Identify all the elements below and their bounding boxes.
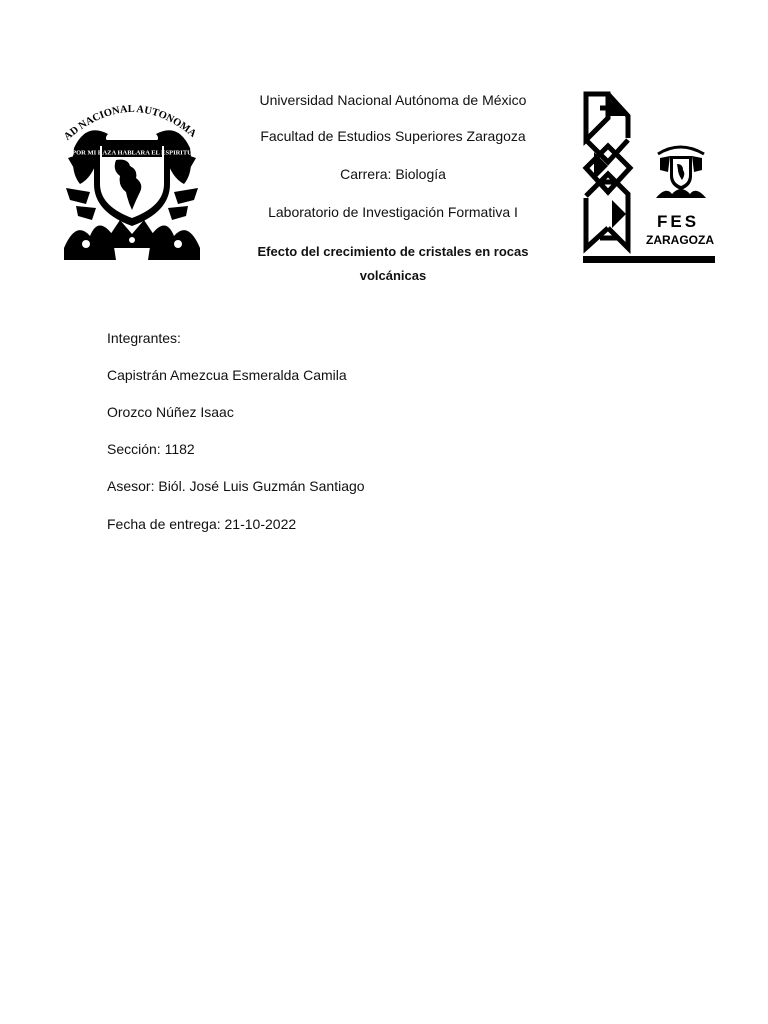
svg-text:ZARAGOZA: ZARAGOZA [646,233,714,247]
faculty-name: Facultad de Estudios Superiores Zaragoza [260,128,526,144]
document-title: Efecto del crecimiento de cristales en rocas volcánicas [257,244,529,283]
member-1: Capistrán Amezcua Esmeralda Camila [107,367,347,383]
fes-zaragoza-logo-icon [580,88,718,268]
svg-text:FES: FES [656,212,700,231]
member-2: Orozco Núñez Isaac [107,404,234,420]
advisor-line: Asesor: Biól. José Luis Guzmán Santiago [107,478,365,494]
university-name: Universidad Nacional Autónoma de México [259,92,527,108]
svg-text:POR MI RAZA HABLARA EL ESPIRIT: POR MI RAZA HABLARA EL ESPIRITU [72,149,192,157]
career-line: Carrera: Biología [340,166,446,182]
delivery-date: Fecha de entrega: 21-10-2022 [107,516,297,532]
members-label: Integrantes: [107,330,181,346]
unam-crest-icon [56,88,208,266]
svg-text:UNIVERSIDAD NACIONAL AUTONOMA: AD NACIONAL AUTONOMA [62,103,198,143]
section-line: Sección: 1182 [107,441,195,457]
laboratory-line: Laboratorio de Investigación Formativa I [268,204,518,220]
